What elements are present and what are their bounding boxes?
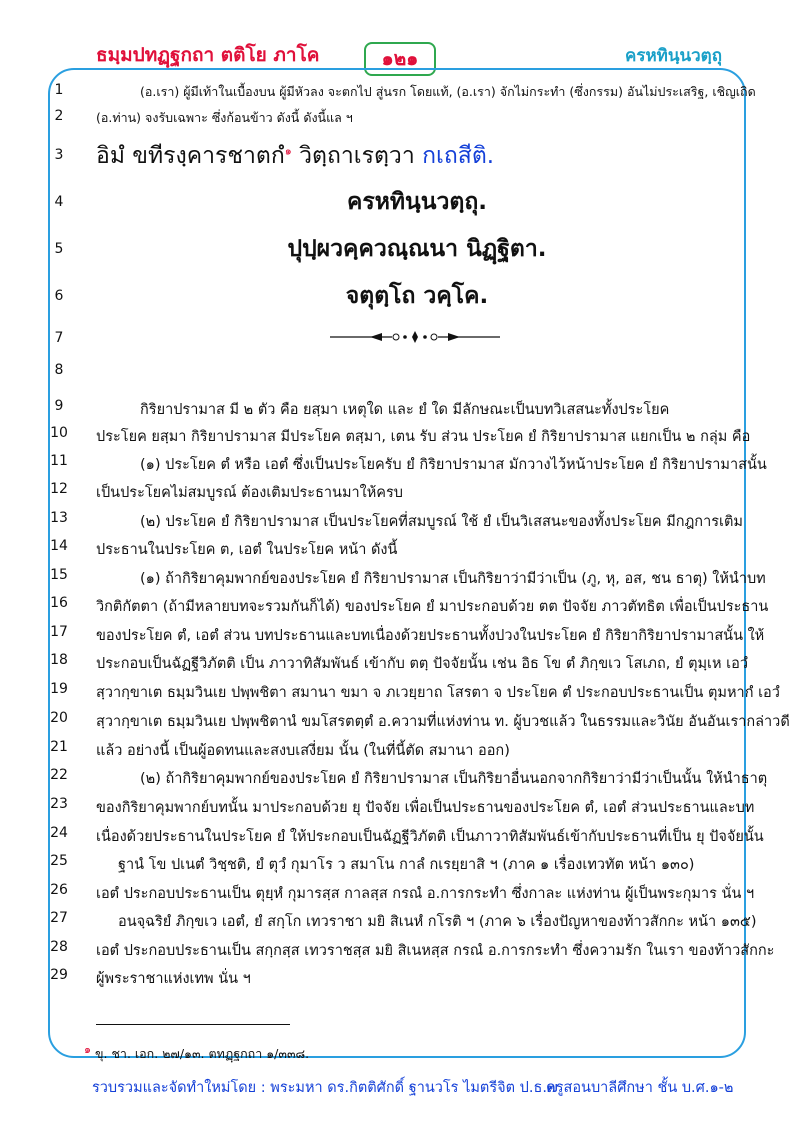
page-number-badge: ๑๒๑ (364, 42, 436, 76)
line-number: 1 (54, 82, 64, 98)
footnote-mark: ๑ (84, 1043, 91, 1056)
line-number: 25 (50, 853, 68, 869)
line-number: 5 (54, 241, 64, 257)
text-line: (๑) ถ้ากิริยาคุมพากย์ของประโยค ยํ กิริยาปรามาส เป็นกิริยาว่ามีว่าเป็น (ภู, หุ, อส, ชน ธาตุ) ให้นำบท (140, 571, 766, 587)
line-number: 9 (54, 398, 64, 414)
text-line: วิกติกัตตา (ถ้ามีหลายบทจะรวมกันก็ได้) ของประโยค ยํ มาประกอบด้วย ตต ปัจจัย ภาวตัทธิต เพื่อเป็นประธาน (96, 599, 769, 615)
line-number: 8 (54, 362, 64, 378)
text-line: (อ.ท่าน) จงรับเฉพาะ ซึ่งก้อนข้าว ดังนี้ ดังนี้แล ฯ (96, 110, 353, 125)
footnote-rule (96, 1024, 290, 1025)
line-number: 26 (50, 882, 68, 898)
line-number: 21 (50, 739, 68, 755)
line-number: 7 (54, 330, 64, 346)
ornament-divider (330, 330, 500, 344)
text-line: แล้ว อย่างนี้ เป็นผู้อดทนและสงบเสงี่ยม นั้น (ในที่นี้ตัด สมานา ออก) (96, 743, 510, 759)
pali-text: อิมํ ขทีรงฺคารชาตกํ (96, 143, 285, 169)
line-number: 10 (50, 425, 68, 441)
text-line: ประกอบเป็นฉัฏฐีวิภัตติ เป็น ภาวาทิสัมพันธ์ เข้ากับ ตตฺ ปัจจัยนั้น เช่น อิธ โข ตํ ภิกฺขเว โสเภถ, ยํ ตุมฺเห เอวํ (96, 656, 748, 672)
text-line: (๒) ประโยค ยํ กิริยาปรามาส เป็นประโยคที่สมบูรณ์ ใช้ ยํ เป็นวิเสสนะของทั้งประโยค มีกฎการเติม (140, 514, 743, 530)
line-number: 22 (50, 767, 68, 783)
line-number: 23 (50, 796, 68, 812)
line-number: 29 (50, 967, 68, 983)
text-line: กิริยาปรามาส มี ๒ ตัว คือ ยสฺมา เหตุใด และ ยํ ใด มีลักษณะเป็นบทวิเสสนะทั้งประโยค (140, 402, 670, 418)
line-number: 16 (50, 595, 68, 611)
line-number: 17 (50, 624, 68, 640)
text-line: ฐานํ โข ปเนตํ วิชฺชติ, ยํ ตุวํ กุมาโร ว สมาโน กาลํ กเรยฺยาสิ ฯ (ภาค ๑ เรื่องเทวทัต หน้า ๑๓๐) (118, 857, 695, 873)
text-line: (อ.เรา) ผู้มีเท้าในเบื้องบน ผู้มีหัวลง จะตกไป สู่นรก โดยแท้, (อ.เรา) จักไม่กระทำ (ซึ่งกรรม) อันไม่ประเสริฐ, เชิญเถิด (140, 84, 756, 99)
footnote-text: ขุ. ชา. เอก. ๒๗/๑๓. ตทฏฺฐกถา ๑/๓๓๘. (90, 1046, 310, 1062)
text-line: สฺวากฺขาเต ธมฺมวินเย ปพฺพชิตานํ ขมโสรตตฺตํ อ.ความที่แห่งท่าน ท. ผู้บวชแล้ว ในธรรมและวินัย อันอันเรากล่าวดี (96, 714, 790, 730)
section-title: ครหทินฺนวตฺถุ (624, 46, 722, 66)
line-number: 13 (50, 510, 68, 526)
line-number: 28 (50, 939, 68, 955)
text-line: ประโยค ยสฺมา กิริยาปรามาส มีประโยค ตสฺมา, เตน รับ ส่วน ประโยค ยํ กิริยาปรามาส แยกเป็น ๒ กลุ่ม คือ (96, 429, 751, 445)
text-line: ประธานในประโยค ต, เอตํ ในประโยค หน้า ดังนี้ (96, 542, 398, 558)
line-number: 11 (50, 453, 68, 469)
line-number: 19 (50, 681, 68, 697)
line-number: 2 (54, 108, 64, 124)
footer-course: ครูสอนบาลีศึกษา ชั้น บ.ศ.๑-๒ (546, 1080, 734, 1096)
line-number: 4 (54, 194, 64, 210)
text-line: ของกิริยาคุมพากย์บทนั้น มาประกอบด้วย ยุ ปัจจัย เพื่อเป็นประธานของประโยค ตํ, เอตํ ส่วนประธานและบท (96, 800, 755, 816)
line-number: 6 (54, 288, 64, 304)
text-line: ผู้พระราชาแห่งเทพ นั่น ฯ (96, 971, 251, 987)
text-line: (๒) ถ้ากิริยาคุมพากย์ของประโยค ยํ กิริยาปรามาส เป็นกิริยาอื่นนอกจากกิริยาว่ามีว่าเป็นนั้น ให้นำธาตุ (140, 771, 768, 787)
line-number: 18 (50, 652, 68, 668)
text-line: อนจฺฉริยํ ภิกฺขเว เอตํ, ยํ สกฺโก เทวราชา มยิ สิเนหํ กโรติ ฯ (ภาค ๖ เรื่องปัญหาของท้าวสักกะ หน้า ๑๓๕) (118, 914, 757, 930)
pali-text-highlight: กเถสีติ. (422, 143, 495, 169)
line-number: 27 (50, 910, 68, 926)
footnote-marker: ๑ (284, 144, 292, 158)
pali-text: วิตฺถาเรตฺวา (291, 143, 423, 169)
book-title: ธมฺมปทฏฺฐกถา ตติโย ภาโค (96, 44, 320, 66)
chapter-end: ปุปฺผวคฺควณฺณนา นิฏฺฐิตา. (287, 236, 547, 262)
line-number: 20 (50, 710, 68, 726)
text-line: เป็นประโยคไม่สมบูรณ์ ต้องเติมประธานมาให้ครบ (96, 485, 403, 501)
text-line: (๑) ประโยค ตํ หรือ เอตํ ซึ่งเป็นประโยครับ ยํ กิริยาปรามาส มักวางไว้หน้าประโยค ยํ กิริยาปรามาสนั้น (140, 457, 767, 473)
footer-author: รวบรวมและจัดทำใหม่โดย : พระมหา ดร.กิตติศักดิ์ ฐานวโร ไมตรีจิต ป.ธ.๗ (92, 1080, 558, 1096)
chapter-number: จตุตฺโถ วคฺโค. (345, 283, 489, 309)
line-number: 12 (50, 481, 68, 497)
text-line: เนื่องด้วยประธานในประโยค ยํ ให้ประกอบเป็นฉัฏฐีวิภัตติ เป็นภาวาทิสัมพันธ์เข้ากับประธานที่เป็น ยุ ปัจจัยนั้น (96, 829, 764, 845)
text-line: สฺวากฺขาเต ธมฺมวินเย ปพฺพชิตา สมานา ขมา จ ภเวยฺยาถ โสรตา จ ประโยค ตํ ประกอบประธานเป็น ตุมหากํ เอวํ (96, 685, 780, 701)
pali-line (96, 138, 738, 174)
text-line: เอตํ ประกอบประธานเป็น สกฺกสฺส เทวราชสฺส มยิ สิเนหสฺส กรณํ อ.การกระทำ ซึ่งความรัก ในเรา ของท้าวสักกะ (96, 943, 775, 959)
text-line: ของประโยค ตํ, เอตํ ส่วน บทประธานและบทเนื่องด้วยประธานทั้งปวงในประโยค ยํ กิริยากิริยาปรามาสนั้น ให้ (96, 628, 765, 644)
story-title: ครหทินฺนวตฺถุ. (346, 189, 488, 215)
line-number: 15 (50, 567, 68, 583)
footnote (84, 1040, 309, 1064)
line-number: 3 (54, 147, 64, 163)
line-number: 24 (50, 825, 68, 841)
line-number: 14 (50, 538, 68, 554)
text-line: เอตํ ประกอบประธานเป็น ตุยฺหํ กุมารสฺส กาลสฺส กรณํ อ.การกระทำ ซึ่งกาละ แห่งท่าน ผู้เป็นพระกุมาร นั่น ฯ (96, 886, 755, 902)
